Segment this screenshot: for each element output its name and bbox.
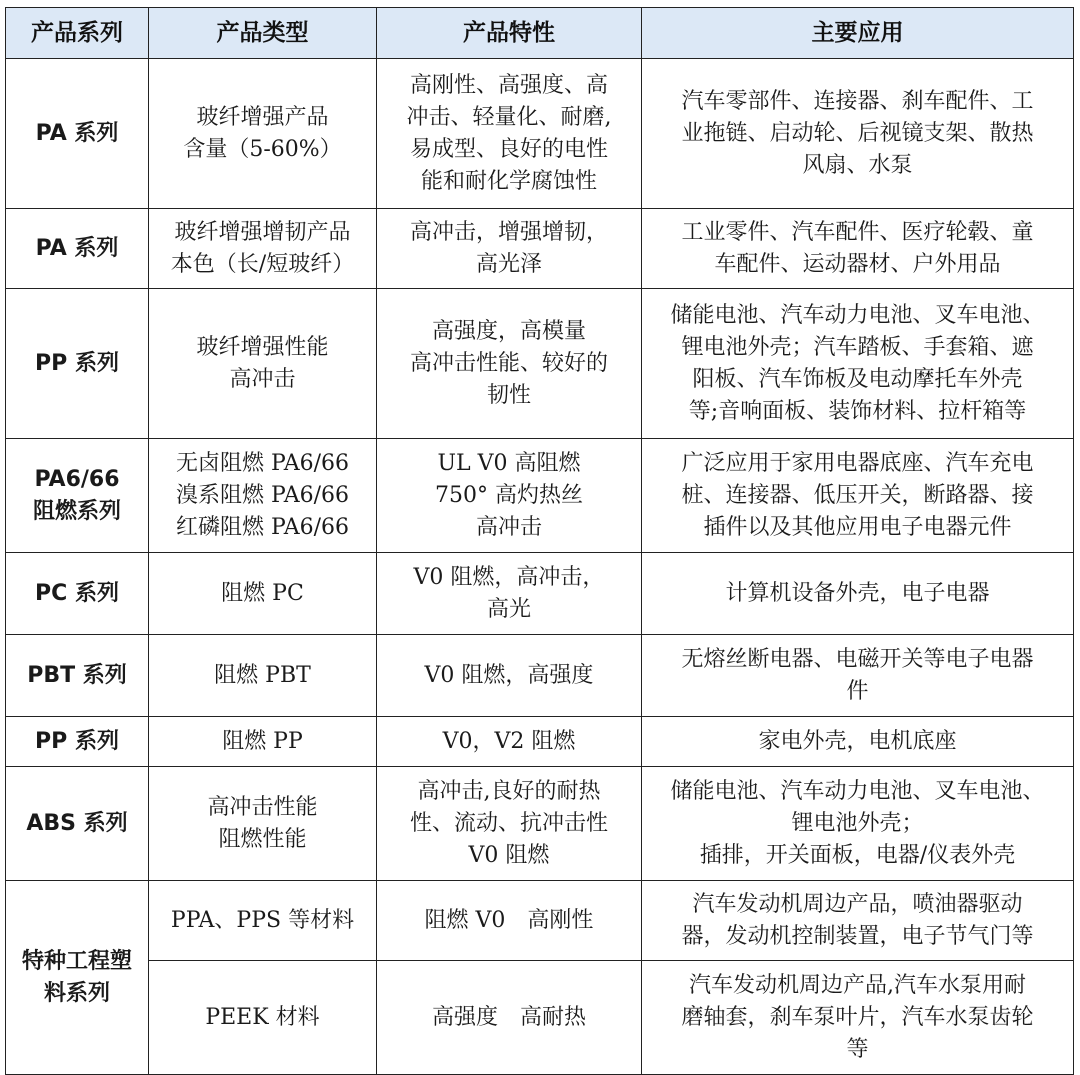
product-series-table — [5, 7, 1074, 1075]
feature-cell: 高强度 高耐热 — [377, 961, 642, 1075]
table-row — [6, 881, 1074, 961]
header-type: 产品类型 — [149, 8, 377, 59]
feature-cell: V0 阻燃，高冲击， 高光 — [377, 553, 642, 635]
series-cell-special: 特种工程塑 料系列 — [6, 881, 149, 1075]
series-cell: PP 系列 — [6, 717, 149, 767]
table-row — [6, 289, 1074, 439]
type-cell: PPA、PPS 等材料 — [149, 881, 377, 961]
series-cell: PC 系列 — [6, 553, 149, 635]
type-cell: 玻纤增强性能 高冲击 — [149, 289, 377, 439]
feature-cell: V0，V2 阻燃 — [377, 717, 642, 767]
feature-cell: 高刚性、高强度、高 冲击、轻量化、耐磨, 易成型、良好的电性 能和耐化学腐蚀性 — [377, 59, 642, 209]
table-header-row — [6, 8, 1074, 59]
table-row — [6, 635, 1074, 717]
feature-cell: 高冲击,良好的耐热 性、流动、抗冲击性 V0 阻燃 — [377, 767, 642, 881]
series-cell: PA 系列 — [6, 59, 149, 209]
application-cell: 储能电池、汽车动力电池、叉车电池、 锂电池外壳； 插排，开关面板，电器/仪表外壳 — [642, 767, 1074, 881]
application-cell: 广泛应用于家用电器底座、汽车充电 桩、连接器、低压开关，断路器、接 插件以及其他应用电子电器元件 — [642, 439, 1074, 553]
application-cell: 工业零件、汽车配件、医疗轮毂、童 车配件、运动器材、户外用品 — [642, 209, 1074, 289]
table-row — [6, 767, 1074, 881]
header-feature: 产品特性 — [377, 8, 642, 59]
table-row — [6, 439, 1074, 553]
type-cell: 玻纤增强产品 含量（5-60%） — [149, 59, 377, 209]
header-series: 产品系列 — [6, 8, 149, 59]
header-application: 主要应用 — [642, 8, 1074, 59]
table-row — [6, 717, 1074, 767]
application-cell: 家电外壳，电机底座 — [642, 717, 1074, 767]
type-cell: 高冲击性能 阻燃性能 — [149, 767, 377, 881]
table-row — [6, 553, 1074, 635]
type-cell: PEEK 材料 — [149, 961, 377, 1075]
series-cell: PA6/66 阻燃系列 — [6, 439, 149, 553]
series-cell: PBT 系列 — [6, 635, 149, 717]
feature-cell: V0 阻燃，高强度 — [377, 635, 642, 717]
type-cell: 无卤阻燃 PA6/66 溴系阻燃 PA6/66 红磷阻燃 PA6/66 — [149, 439, 377, 553]
feature-cell: 阻燃 V0 高刚性 — [377, 881, 642, 961]
application-cell: 无熔丝断电器、电磁开关等电子电器 件 — [642, 635, 1074, 717]
series-cell: PA 系列 — [6, 209, 149, 289]
type-cell: 玻纤增强增韧产品 本色（长/短玻纤） — [149, 209, 377, 289]
feature-cell: 高强度，高模量 高冲击性能、较好的 韧性 — [377, 289, 642, 439]
series-cell: ABS 系列 — [6, 767, 149, 881]
application-cell: 汽车发动机周边产品，喷油器驱动 器，发动机控制装置，电子节气门等 — [642, 881, 1074, 961]
series-cell: PP 系列 — [6, 289, 149, 439]
table-row — [6, 961, 1074, 1075]
feature-cell: 高冲击，增强增韧， 高光泽 — [377, 209, 642, 289]
table-row — [6, 209, 1074, 289]
type-cell: 阻燃 PP — [149, 717, 377, 767]
application-cell: 汽车零部件、连接器、刹车配件、工 业拖链、启动轮、后视镜支架、散热 风扇、水泵 — [642, 59, 1074, 209]
application-cell: 储能电池、汽车动力电池、叉车电池、 锂电池外壳；汽车踏板、手套箱、遮 阳板、汽车饰板及电动摩托车外壳 等;音响面板、装饰材料、拉杆箱等 — [642, 289, 1074, 439]
feature-cell: UL V0 高阻燃 750° 高灼热丝 高冲击 — [377, 439, 642, 553]
document-page — [5, 7, 1073, 1075]
type-cell: 阻燃 PC — [149, 553, 377, 635]
application-cell: 计算机设备外壳，电子电器 — [642, 553, 1074, 635]
type-cell: 阻燃 PBT — [149, 635, 377, 717]
application-cell: 汽车发动机周边产品,汽车水泵用耐 磨轴套，刹车泵叶片，汽车水泵齿轮 等 — [642, 961, 1074, 1075]
table-row — [6, 59, 1074, 209]
